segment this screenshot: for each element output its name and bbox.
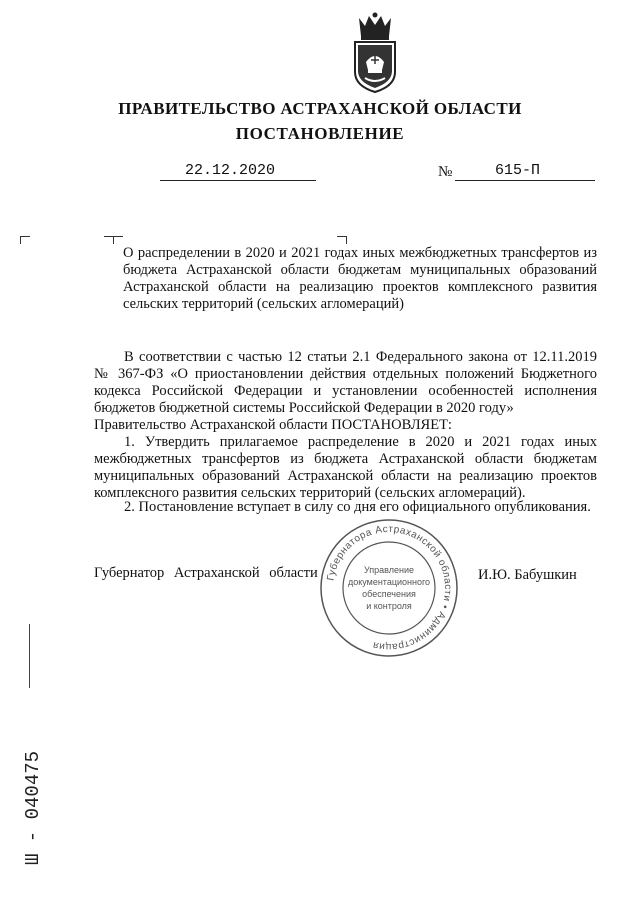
signatory-title: Губернатор Астраханской области bbox=[94, 565, 318, 581]
item-1-paragraph: 1. Утвердить прилагаемое распределение в 2020 и 2021 годах иных межбюджетных трансфертов из бюджета Астраханской области бюджетам муниципальных образований Астраханской области на реализацию проектов комплексного развития сельских территорий (сельских агломераций). bbox=[94, 434, 597, 501]
preamble-paragraph: В соответствии с частью 12 статьи 2.1 Федерального закона от 12.11.2019 № 367-ФЗ «О приостановлении действия отдельных положений Бюджетного кодекса Российской Федерации и установлении особенностей исполнения бюджетов бюджетной системы Российской Федерации в 2020 году» bbox=[94, 349, 597, 416]
document-date: 22.12.2020 bbox=[185, 162, 276, 179]
signatory-name: И.Ю. Бабушкин bbox=[478, 567, 577, 583]
date-underline bbox=[160, 180, 316, 181]
stamp-line: обеспечения bbox=[362, 589, 416, 599]
serial-number-text: Ш - 040475 bbox=[22, 750, 44, 865]
government-title: ПРАВИТЕЛЬСТВО АСТРАХАНСКОЙ ОБЛАСТИ bbox=[118, 99, 522, 118]
document-subject: О распределении в 2020 и 2021 годах иных межбюджетных трансфертов из бюджета Астраханской области бюджетам муниципальных образований Астраханской области на реализацию проектов комплексного развития сельских территорий (сельских агломераций) bbox=[123, 245, 597, 312]
coat-of-arms-icon bbox=[351, 12, 399, 94]
subject-corner-mark bbox=[337, 236, 347, 244]
stamp-outer-text: Губернатора Астраханской области • Администрация bbox=[325, 523, 454, 653]
margin-line bbox=[29, 624, 30, 688]
official-stamp bbox=[318, 517, 460, 659]
svg-text:Губернатора Астраханской облас bbox=[325, 524, 453, 652]
number-sign: № bbox=[438, 164, 453, 180]
number-underline bbox=[455, 180, 595, 181]
subject-corner-mark bbox=[113, 236, 123, 244]
resolves-paragraph: Правительство Астраханской области ПОСТАНОВЛЯЕТ: bbox=[94, 417, 452, 433]
item-2-paragraph: 2. Постановление вступает в силу со дня его официального опубликования. bbox=[124, 499, 591, 515]
stamp-line: документационного bbox=[347, 577, 431, 587]
margin-corner-mark bbox=[20, 236, 30, 244]
serial-number bbox=[18, 715, 44, 865]
document-number: 615-П bbox=[495, 162, 541, 179]
document-type: ПОСТАНОВЛЕНИЕ bbox=[235, 124, 405, 143]
stamp-line: и контроля bbox=[366, 601, 412, 611]
stamp-line: Управление bbox=[363, 565, 415, 575]
